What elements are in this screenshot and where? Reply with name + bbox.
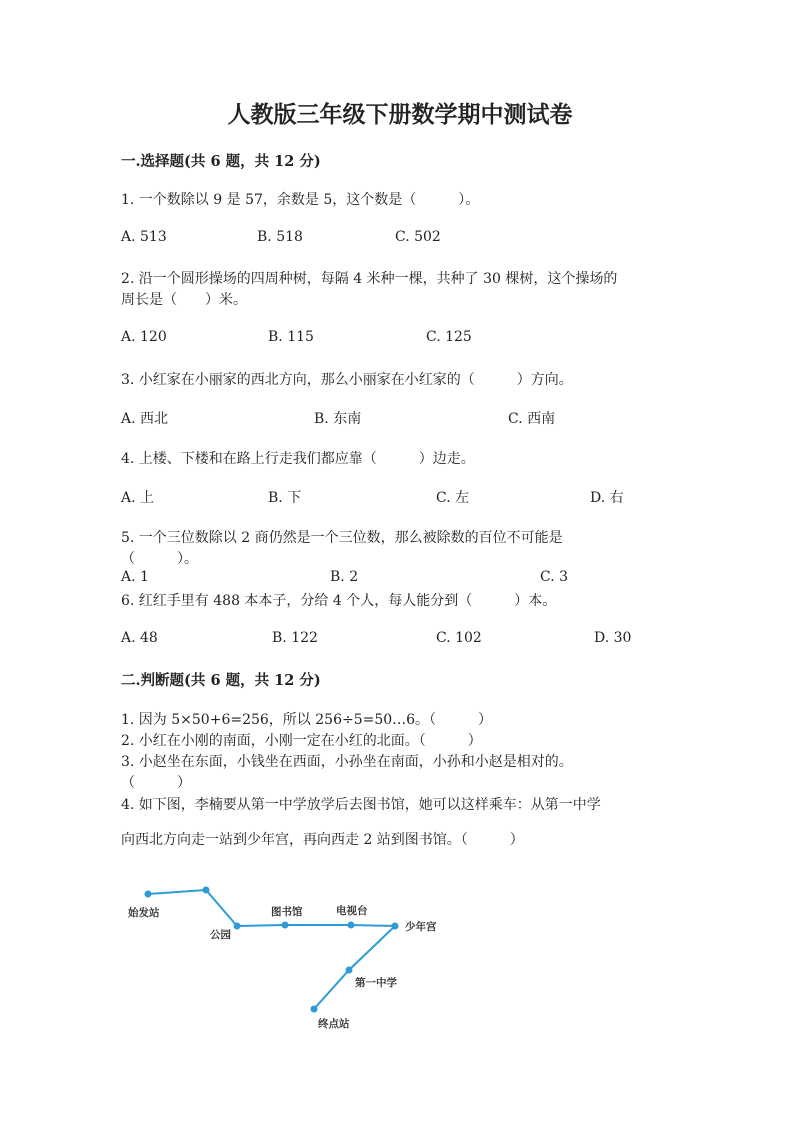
judgement-3-line-1: 3. 小赵坐在东面，小钱坐在西面，小孙坐在南面，小孙和小赵是相对的。 bbox=[121, 754, 573, 770]
option-1b: B. 518 bbox=[257, 229, 303, 245]
question-6: 6. 红红手里有 488 本本子，分给 4 个人，每人能分到（ ）本。 bbox=[121, 593, 557, 609]
page-title: 人教版三年级下册数学期中测试卷 bbox=[227, 101, 573, 128]
station-dot-start bbox=[145, 891, 152, 898]
station-dot-terminal bbox=[311, 1006, 318, 1013]
label-terminal: 终点站 bbox=[318, 1018, 350, 1030]
station-dot-school bbox=[346, 967, 353, 974]
section-heading-judgement: 二.判断题(共 6 题，共 12 分) bbox=[121, 672, 321, 689]
label-park: 公园 bbox=[210, 929, 231, 941]
option-3c: C. 西南 bbox=[508, 411, 556, 427]
option-2c: C. 125 bbox=[426, 329, 472, 345]
label-tv: 电视台 bbox=[336, 905, 368, 917]
option-5a: A. 1 bbox=[121, 569, 149, 585]
judgement-4-line-1: 4. 如下图，李楠要从第一中学放学后去图书馆，她可以这样乘车：从第一中学 bbox=[121, 797, 601, 813]
question-2-line-1: 2. 沿一个圆形操场的四周种树，每隔 4 米种一棵，共种了 30 棵树，这个操场的 bbox=[121, 271, 618, 287]
option-6b: B. 122 bbox=[272, 630, 318, 646]
option-4b: B. 下 bbox=[268, 490, 302, 506]
option-6d: D. 30 bbox=[594, 630, 632, 646]
option-4d: D. 右 bbox=[590, 490, 624, 506]
option-5c: C. 3 bbox=[540, 569, 569, 585]
option-6a: A. 48 bbox=[121, 630, 158, 646]
judgement-1: 1. 因为 5×50+6=256，所以 256÷5=50…6。（ ） bbox=[121, 712, 493, 728]
question-2-line-2: 周长是（ ）米。 bbox=[121, 292, 247, 308]
judgement-3-line-2: （ ） bbox=[121, 775, 191, 791]
option-1a: A. 513 bbox=[121, 229, 167, 245]
option-4c: C. 左 bbox=[436, 490, 470, 506]
station-dot-youth-palace bbox=[392, 923, 399, 930]
label-youth-palace: 少年宫 bbox=[405, 921, 437, 933]
option-1c: C. 502 bbox=[395, 229, 441, 245]
option-5b: B. 2 bbox=[330, 569, 359, 585]
label-start: 始发站 bbox=[128, 907, 160, 919]
option-4a: A. 上 bbox=[121, 490, 155, 506]
judgement-4-line-2: 向西北方向走一站到少年宫，再向西走 2 站到图书馆。（ ） bbox=[121, 832, 524, 848]
option-3a: A. 西北 bbox=[121, 411, 169, 427]
label-library: 图书馆 bbox=[271, 906, 303, 918]
option-6c: C. 102 bbox=[436, 630, 482, 646]
question-1: 1. 一个数除以 9 是 57，余数是 5，这个数是（ ）。 bbox=[121, 192, 480, 208]
option-3b: B. 东南 bbox=[314, 411, 362, 427]
option-2a: A. 120 bbox=[121, 329, 167, 345]
question-3: 3. 小红家在小丽家的西北方向，那么小丽家在小红家的（ ）方向。 bbox=[121, 372, 573, 388]
station-dot-tv bbox=[348, 922, 355, 929]
station-dot-unnamed bbox=[203, 887, 210, 894]
label-school: 第一中学 bbox=[355, 977, 397, 989]
option-2b: B. 115 bbox=[268, 329, 314, 345]
question-4: 4. 上楼、下楼和在路上行走我们都应靠（ ）边走。 bbox=[121, 451, 475, 467]
station-dot-library bbox=[282, 922, 289, 929]
judgement-2: 2. 小红在小刚的南面，小刚一定在小红的北面。（ ） bbox=[121, 733, 482, 749]
question-5-line-1: 5. 一个三位数除以 2 商仍然是一个三位数，那么被除数的百位不可能是 bbox=[121, 530, 563, 546]
station-dot-park bbox=[234, 923, 241, 930]
question-5-line-2: （ ）。 bbox=[121, 551, 198, 567]
section-heading-choice: 一.选择题(共 6 题，共 12 分) bbox=[121, 153, 321, 170]
